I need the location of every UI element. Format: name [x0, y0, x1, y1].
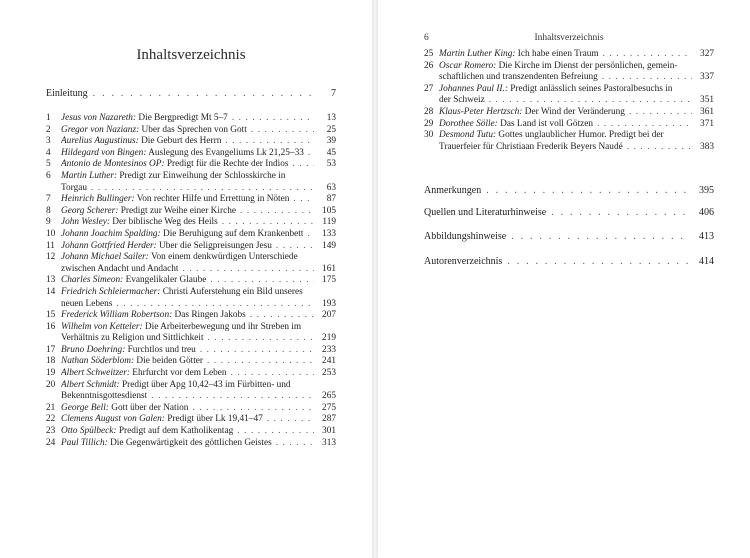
entry-line: [439, 49, 714, 61]
entry-page: 371: [700, 118, 714, 129]
entry-text: [61, 194, 289, 206]
entry-text: [61, 206, 236, 218]
entry-title: Predigt zur Weihe einer Kirche: [120, 205, 236, 216]
toc-intro: [46, 88, 336, 99]
entry-line: [61, 113, 336, 125]
entry-text: [439, 142, 623, 154]
entry-line: [61, 217, 336, 229]
entry-author: Georg Scherer:: [61, 205, 119, 216]
dot-leader: [307, 229, 314, 241]
toc-entry: [46, 368, 336, 380]
dot-leader: [251, 125, 314, 137]
entry-page: 63: [326, 182, 336, 193]
entry-title: Die Bergpredigt Mt 5–7: [138, 113, 228, 123]
section-page: 414: [699, 256, 714, 267]
entry-author: Nathan Söderblom:: [61, 356, 135, 367]
entry-title: Der biblische Weg des Heils: [112, 217, 218, 228]
entry-page: 207: [322, 310, 336, 321]
toc-entry: [46, 414, 336, 426]
toc-entry: [424, 107, 714, 119]
toc-entry: [46, 194, 336, 206]
entry-page: 313: [322, 437, 336, 448]
entry-author: Frederick William Robertson:: [61, 310, 173, 321]
entry-number: 7: [46, 194, 51, 205]
entry-title: Predigt zur Einweihung der Schlosskirche in: [119, 170, 286, 181]
entry-line: [61, 438, 336, 450]
entry-page: 275: [322, 402, 336, 413]
entry-line: [439, 142, 714, 154]
entry-title: Die Beruhigung auf dem Krankenbett: [163, 228, 304, 239]
entry-author: Martin Luther:: [61, 170, 118, 181]
dot-leader: [603, 49, 692, 61]
entry-text: [439, 84, 672, 96]
entry-page: 45: [326, 147, 336, 158]
entry-author: Paul Tillich:: [61, 437, 108, 448]
entry-page: 351: [700, 95, 714, 106]
entry-author: Otto Spülbeck:: [61, 426, 117, 437]
entry-number: 22: [46, 414, 56, 425]
entry-number: 11: [46, 240, 55, 251]
dot-leader: [250, 310, 314, 322]
entry-line: [61, 426, 336, 438]
toc-entry: [46, 403, 336, 415]
right-page: [378, 0, 750, 558]
entry-author: Johannes Paul II.:: [439, 83, 508, 94]
entry-text: [439, 119, 593, 131]
toc-entry: [46, 241, 336, 253]
entry-author: Clemens August von Galen:: [61, 414, 165, 425]
entry-author: Johann Joachim Spalding:: [61, 228, 161, 239]
dot-leader: [308, 148, 314, 160]
toc-entries-right: [424, 49, 714, 153]
toc-entry: [46, 229, 336, 241]
toc-entry: [46, 113, 336, 125]
dot-leader: [222, 217, 314, 229]
entry-line: [61, 148, 336, 160]
entry-page: 361: [700, 106, 714, 117]
entry-text: [61, 113, 228, 125]
section-page: 413: [699, 231, 714, 242]
entry-page: 253: [322, 368, 336, 379]
dot-leader: [293, 194, 314, 206]
entry-text: [61, 345, 196, 357]
entry-title: Christi Auferstehung ein Bild unseres: [162, 286, 303, 297]
entry-title: Die beiden Götter: [136, 356, 204, 367]
toc-entry: [424, 84, 714, 107]
entry-page: 193: [322, 298, 336, 309]
entry-author: George Bell:: [61, 402, 109, 413]
entry-title: Über die Seligpreisungen Jesu: [159, 240, 272, 251]
entry-author: Friedrich Schleiermacher:: [61, 286, 161, 297]
entry-number: 27: [424, 83, 434, 94]
entry-author: Hildegard von Bingen:: [61, 147, 147, 158]
entry-title: neuen Lebens: [61, 298, 113, 309]
section-title: Abbildungshinweise: [424, 231, 507, 242]
toc-entry: [424, 49, 714, 61]
intro-page: 7: [331, 88, 336, 99]
entry-number: 19: [46, 368, 56, 379]
entry-text: [61, 264, 178, 276]
entry-page: 39: [326, 136, 336, 147]
entry-title: Furchtlos und treu: [127, 344, 196, 355]
entry-page: 119: [322, 217, 336, 228]
entry-number: 20: [46, 379, 56, 390]
section-page: 406: [699, 207, 714, 218]
entry-text: [439, 49, 599, 61]
entry-text: [61, 229, 303, 241]
entry-number: 21: [46, 402, 56, 413]
entry-author: Heinrich Bullinger:: [61, 194, 135, 205]
dot-leader: [182, 264, 314, 276]
entry-author: Johann Michael Sailer:: [61, 252, 149, 263]
entry-page: 105: [322, 205, 336, 216]
entry-line: [61, 287, 336, 299]
dot-leader: [225, 136, 314, 148]
entry-page: 327: [700, 49, 714, 59]
entry-line: [61, 264, 336, 276]
entry-author: Johann Gottfried Herder:: [61, 240, 157, 251]
entry-line: [61, 194, 336, 206]
entry-page: 87: [326, 194, 336, 205]
dot-leader: [292, 159, 314, 171]
entry-number: 8: [46, 205, 51, 216]
toc-section: [424, 207, 714, 218]
entry-author: Bruno Doehring:: [61, 344, 126, 355]
entry-number: 24: [46, 437, 56, 448]
dot-leader: [231, 368, 315, 380]
toc-section: [424, 231, 714, 242]
entry-line: [61, 368, 336, 380]
entry-text: [61, 241, 272, 253]
entry-line: [439, 119, 714, 131]
entry-page: 53: [326, 159, 336, 170]
entry-number: 3: [46, 136, 51, 147]
toc-entry: [424, 130, 714, 153]
entry-title: Von rechter Hilfe und Errettung in Nöten: [136, 194, 290, 205]
entry-title: Torgau: [61, 182, 88, 193]
entry-text: [61, 275, 206, 287]
entry-author: John Wesley:: [61, 217, 110, 228]
entry-number: 10: [46, 228, 56, 239]
entry-text: [439, 61, 677, 73]
entry-text: [61, 403, 188, 415]
entry-title: Ich habe einen Traum: [517, 49, 599, 59]
entry-author: Desmond Tutu:: [439, 130, 497, 141]
entry-page: 383: [700, 141, 714, 152]
entry-page: 301: [322, 426, 336, 437]
toc-entry: [46, 345, 336, 357]
entry-title: der Schweiz: [439, 95, 485, 106]
toc-entry: [46, 322, 336, 345]
dot-leader: [192, 403, 314, 415]
entry-author: Klaus-Peter Hertzsch:: [439, 106, 523, 117]
entry-title: Über das Sprechen von Gott: [141, 124, 247, 135]
entry-number: 18: [46, 356, 56, 367]
entry-line: [61, 136, 336, 148]
toc-entry: [46, 356, 336, 368]
entry-text: [439, 72, 598, 84]
entry-text: [61, 136, 221, 148]
entry-text: [61, 333, 204, 345]
entry-page: 265: [322, 391, 336, 402]
toc-entry: [46, 426, 336, 438]
entry-author: Gregor von Nazianz:: [61, 124, 140, 135]
dot-leader: [240, 206, 314, 218]
entry-text: [439, 95, 485, 107]
entry-title: Die Kirche im Dienst der persönlichen, gemein-: [498, 60, 678, 71]
entry-title: Die Arbeiterbewegung und ihr Streben im: [144, 321, 302, 332]
entry-page: 13: [326, 113, 336, 123]
entry-title: Bekenntnisgottesdienst: [61, 391, 148, 402]
dot-leader: [276, 241, 314, 253]
entry-text: [61, 356, 203, 368]
entry-page: 161: [322, 263, 336, 274]
entry-number: 6: [46, 170, 51, 181]
dot-leader: [91, 183, 314, 195]
entry-number: 29: [424, 118, 434, 129]
entry-text: [61, 322, 301, 334]
toc-entry: [46, 275, 336, 287]
entry-line: [61, 275, 336, 287]
entry-line: [61, 356, 336, 368]
entry-text: [439, 130, 664, 142]
entry-title: Ehrfurcht vor dem Leben: [132, 368, 227, 379]
dot-leader: [151, 391, 314, 403]
entry-line: [61, 299, 336, 311]
toc-entry: [46, 217, 336, 229]
entry-line: [61, 333, 336, 345]
page-number: 6: [424, 33, 429, 43]
entry-line: [439, 61, 714, 73]
entry-text: [61, 426, 233, 438]
entry-page: 175: [322, 275, 336, 286]
entry-line: [61, 414, 336, 426]
dot-leader: [597, 119, 692, 131]
entry-title: Trauerfeier für Christiaan Frederik Beyers Naudé: [439, 141, 623, 152]
entry-number: 26: [424, 60, 434, 71]
entry-title: Predigt für die Rechte der Indios: [166, 159, 289, 170]
entry-page: 337: [700, 72, 714, 83]
entry-number: 2: [46, 124, 51, 135]
entry-line: [61, 380, 336, 392]
entry-page: 25: [326, 124, 336, 135]
entry-title: schaftlichen und transzendenten Befreiung: [439, 72, 598, 83]
entry-line: [61, 322, 336, 334]
toc-entries-left: [46, 113, 336, 449]
entry-title: Das Land ist voll Götzen: [500, 118, 594, 129]
dot-leader: [207, 356, 314, 368]
entry-title: Von einem denkwürdigen Unterschiede: [150, 252, 298, 263]
entry-author: Martin Luther King:: [439, 49, 516, 59]
entry-line: [439, 84, 714, 96]
entry-title: Der Wind der Veränderung: [524, 106, 625, 117]
entry-text: [61, 148, 304, 160]
dot-leader: [489, 95, 692, 107]
dot-leader: [511, 231, 689, 242]
entry-text: [61, 414, 263, 426]
entry-author: Jesus von Nazareth:: [61, 113, 137, 123]
toc-entry: [46, 148, 336, 160]
entry-text: [61, 183, 87, 195]
entry-author: Albert Schweitzer:: [61, 368, 130, 379]
left-page: [0, 0, 372, 558]
toc-entry: [424, 61, 714, 84]
entry-title: Predigt auf dem Katholikentag: [118, 426, 234, 437]
section-title: Autorenverzeichnis: [424, 256, 503, 267]
entry-text: [61, 125, 247, 137]
entry-text: [61, 299, 112, 311]
dot-leader: [208, 333, 314, 345]
entry-text: [439, 107, 625, 119]
dot-leader: [627, 142, 692, 154]
entry-number: 25: [424, 49, 434, 59]
entry-title: Gott über der Nation: [111, 402, 189, 413]
entry-number: 28: [424, 106, 434, 117]
entry-author: Aurelius Augustinus:: [61, 136, 139, 147]
entry-page: 241: [322, 356, 336, 367]
entry-title: Evangelikaler Glaube: [125, 275, 207, 286]
entry-text: [61, 368, 227, 380]
entry-line: [439, 107, 714, 119]
entry-line: [61, 310, 336, 322]
intro-title: Einleitung: [46, 88, 88, 99]
dot-leader: [232, 113, 314, 125]
toc-entry: [46, 136, 336, 148]
dot-leader: [602, 72, 692, 84]
entry-text: [61, 438, 272, 450]
entry-author: Oscar Romero:: [439, 60, 497, 71]
dot-leader: [551, 207, 689, 218]
entry-line: [61, 252, 336, 264]
section-page: 395: [699, 185, 714, 196]
entry-text: [61, 171, 285, 183]
entry-number: 13: [46, 275, 56, 286]
entry-line: [61, 229, 336, 241]
toc-entry: [46, 252, 336, 275]
entry-line: [439, 95, 714, 107]
entry-text: [61, 159, 288, 171]
entry-line: [61, 206, 336, 218]
entry-title: Predigt über Apg 10,42–43 im Fürbitten- und: [121, 379, 291, 390]
entry-page: 233: [322, 344, 336, 355]
entry-page: 287: [322, 414, 336, 425]
dot-leader: [486, 185, 689, 196]
toc-entry: [46, 171, 336, 194]
running-title: Inhaltsverzeichnis: [534, 33, 604, 43]
entry-text: [61, 380, 291, 392]
toc-section: [424, 185, 714, 196]
section-title: Quellen und Literaturhinweise: [424, 207, 547, 218]
entry-number: 15: [46, 310, 56, 321]
entry-page: 219: [322, 333, 336, 344]
entry-text: [61, 391, 147, 403]
dot-leader: [200, 345, 314, 357]
section-title: Anmerkungen: [424, 185, 482, 196]
entry-text: [61, 252, 298, 264]
entry-title: Die Gegenwärtigkeit des göttlichen Geistes: [110, 437, 272, 448]
entry-line: [61, 125, 336, 137]
entry-line: [61, 171, 336, 183]
entry-title: Auslegung des Evangeliums Lk 21,25–33: [148, 147, 304, 158]
entry-title: Verhältnis zu Religion und Sittlichkeit: [61, 333, 204, 344]
entry-line: [439, 72, 714, 84]
toc-entry: [46, 380, 336, 403]
toc-entry: [424, 119, 714, 131]
entry-line: [439, 130, 714, 142]
dot-leader: [276, 438, 314, 450]
dot-leader: [507, 256, 689, 267]
entry-title: Predigt anlässlich seines Pastoralbesuchs in: [510, 83, 673, 94]
entry-number: 14: [46, 286, 56, 297]
entry-number: 1: [46, 113, 51, 123]
entry-title: Gottes unglaublicher Humor. Predigt bei der: [498, 130, 664, 141]
entry-author: Dorothee Sölle:: [439, 118, 498, 129]
toc-entry: [46, 287, 336, 310]
dot-leader: [629, 107, 692, 119]
entry-author: Charles Simeon:: [61, 275, 124, 286]
entry-number: 17: [46, 344, 56, 355]
entry-text: [61, 217, 218, 229]
toc-entry: [46, 206, 336, 218]
dot-leader: [116, 299, 314, 311]
entry-number: 23: [46, 426, 56, 437]
entry-title: Predigt über Lk 19,41–47: [167, 414, 263, 425]
dot-leader: [237, 426, 314, 438]
entry-line: [61, 183, 336, 195]
entry-line: [61, 403, 336, 415]
dot-leader: [93, 88, 311, 99]
entry-line: [61, 159, 336, 171]
toc-entry: [46, 159, 336, 171]
entry-page: 149: [322, 240, 336, 251]
entry-number: 30: [424, 130, 434, 141]
toc-entry: [46, 438, 336, 450]
entry-text: [61, 310, 246, 322]
entry-title: Das Ringen Jakobs: [174, 310, 246, 321]
entry-line: [61, 391, 336, 403]
entry-author: Antonio de Montesinos OP:: [61, 159, 165, 170]
entry-title: Die Geburt des Herrn: [141, 136, 222, 147]
toc-entry: [46, 125, 336, 137]
entry-author: Wilhelm von Ketteler:: [61, 321, 143, 332]
entry-page: 133: [322, 228, 336, 239]
entry-author: Albert Schmidt:: [61, 379, 120, 390]
toc-heading: Inhaltsverzeichnis: [136, 47, 246, 63]
toc-entry: [46, 310, 336, 322]
entry-title: zwischen Andacht und Andacht: [61, 263, 179, 274]
entry-line: [61, 241, 336, 253]
entry-number: 4: [46, 147, 51, 158]
entry-line: [61, 345, 336, 357]
toc-section: [424, 256, 714, 267]
dot-leader: [210, 275, 314, 287]
entry-number: 9: [46, 217, 51, 228]
entry-number: 5: [46, 159, 51, 170]
dot-leader: [267, 414, 314, 426]
entry-number: 16: [46, 321, 56, 332]
entry-text: [61, 287, 303, 299]
entry-number: 12: [46, 252, 56, 263]
